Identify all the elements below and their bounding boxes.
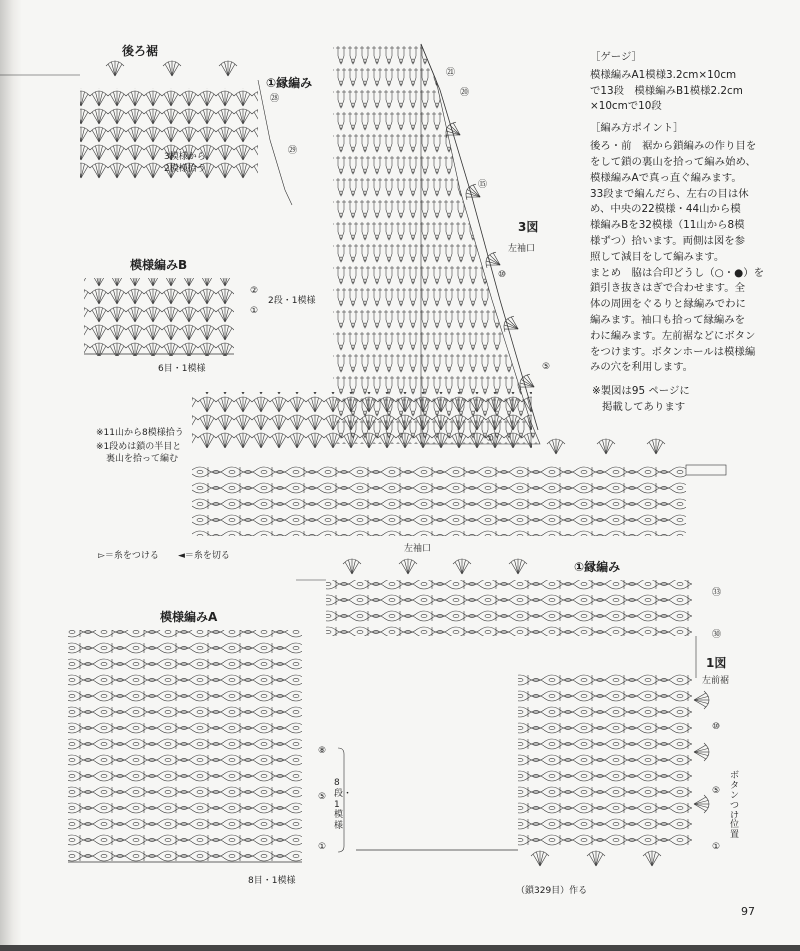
chain-start-label: （鎖329目）作る xyxy=(516,886,588,896)
pattern-b-swatch xyxy=(84,278,234,356)
pattern-b-marker-1: ① xyxy=(250,306,259,316)
page-bottom-edge xyxy=(0,945,800,951)
edging-label-mid: ①縁編み xyxy=(574,560,621,574)
button-position-label: ボタンつけ位置 xyxy=(730,771,740,841)
points-line: をつけます。ボタンホールは模様編 xyxy=(590,345,756,358)
fig3-cuff-lower xyxy=(192,392,532,448)
gauge-line: で13段 模様編みB1模様2.2cm xyxy=(590,84,743,97)
points-line: まとめ 脇は合印どうし（○・●）を xyxy=(590,266,764,279)
left-cuff-mid-label: 左袖口 xyxy=(404,544,432,554)
pattern-a-marker-1: ① xyxy=(318,842,327,852)
pattern-a-rows-label: 8段・1模様 xyxy=(334,778,353,832)
pattern-a-swatch xyxy=(68,630,302,862)
note-first-row-2: 裏山を拾って編む xyxy=(106,454,179,464)
row-marker-back-28: ㉘ xyxy=(270,94,280,104)
fig3-title: 3図 xyxy=(518,220,539,234)
fig1-marker-1: ① xyxy=(712,842,721,852)
fig3-sleeve-column xyxy=(333,44,421,444)
edging-label-top: ①縁編み xyxy=(266,76,313,90)
fig3-marker-20: ⑳ xyxy=(460,88,470,98)
fig3-marker-1: ① xyxy=(486,434,495,444)
fig1-side-fans xyxy=(694,691,709,813)
points-line: 体の周囲をぐるりと縁編みでわに xyxy=(590,298,746,311)
pattern-a-marker-8: ⑧ xyxy=(318,746,327,756)
fig1-marker-5: ⑤ xyxy=(712,786,721,796)
pattern-a-marker-5: ⑤ xyxy=(318,792,327,802)
note-first-row-1: ※1段めは鎖の半目と xyxy=(96,442,182,452)
pattern-b-width-label: 6目・1模様 xyxy=(158,364,206,374)
from-3-pattern-note: 3模様から xyxy=(164,152,206,162)
reference-note-line: 掲載してあります xyxy=(602,401,686,414)
points-line: 後ろ・前 裾から鎖編みの作り目を xyxy=(590,140,757,153)
band-end-marker xyxy=(686,465,726,475)
fig1-bottom-fans xyxy=(531,851,661,866)
left-front-hem-label: 左前裾 xyxy=(702,676,730,686)
points-line: 編みます。袖口も拾って縁編みを xyxy=(590,314,746,326)
points-line: をして鎖の裏山を拾って編み始め、 xyxy=(590,155,756,168)
band-top-fans xyxy=(547,439,665,454)
legend-cut-yarn: ◄＝糸を切る xyxy=(178,551,230,561)
points-line: 様ずつ）拾います。両側は図を参 xyxy=(590,234,746,247)
fig3-marker-5: ⑤ xyxy=(542,362,551,372)
points-header: ［編み方ポイント］ xyxy=(590,122,684,135)
fig3-marker-10: ⑩ xyxy=(498,270,507,280)
left-cuff-band xyxy=(326,580,692,636)
points-line: わに編みます。左前裾などにボタン xyxy=(590,329,756,342)
row-marker-back-29: ㉙ xyxy=(288,146,298,156)
points-line: 33段まで編んだら、左右の目は休 xyxy=(590,187,749,200)
points-line: みの穴を利用します。 xyxy=(590,361,694,374)
points-line: め、中央の22模様・44山から模 xyxy=(590,203,741,216)
legend-attach-yarn: ▻＝糸をつける xyxy=(98,551,159,561)
fig3-marker-21: ㉑ xyxy=(446,68,456,78)
pattern-b-title: 模様編みB xyxy=(130,258,188,272)
pick-2-pattern-note: 2模様拾う xyxy=(164,164,206,174)
back-hem-title: 後ろ裾 xyxy=(122,44,159,58)
gauge-header: ［ゲージ］ xyxy=(590,51,642,63)
fig1-marker-30: ㉚ xyxy=(712,630,722,640)
pattern-a-width-label: 8目・1模様 xyxy=(248,876,296,886)
page-number: 97 xyxy=(741,905,755,918)
left-cuff-top-fans xyxy=(343,559,527,574)
pattern-a-title: 模様編みA xyxy=(160,610,218,624)
pattern-b-rows-label: 2段・1模様 xyxy=(268,296,316,306)
gauge-line: ×10cmで10段 xyxy=(590,100,662,113)
note-11-to-8: ※11山から8模様拾う xyxy=(96,428,184,438)
instructions-panel xyxy=(590,44,768,416)
pattern-b-marker-2: ② xyxy=(250,286,259,296)
fig3-marker-15: ⑮ xyxy=(478,180,488,190)
points-line: 鎖引き抜きはぎで合わせます。全 xyxy=(590,282,746,295)
fig3-left-cuff-label: 左袖口 xyxy=(508,244,536,254)
fig1-left-front xyxy=(518,672,692,848)
fig1-marker-33: ㉝ xyxy=(712,588,722,598)
points-line: 様編みBを32模様（11山から8模 xyxy=(590,219,745,232)
fig1-marker-10: ⑩ xyxy=(712,722,721,732)
points-line: 模様編みAで真っ直ぐ編みます。 xyxy=(590,171,742,184)
back-hem-top-fans xyxy=(106,61,237,76)
gauge-line: 模様編みA1模様3.2cm×10cm xyxy=(590,68,737,81)
body-lattice-band xyxy=(192,464,686,536)
fig1-title: 1図 xyxy=(706,656,727,670)
reference-note-line: ※製図は95 ページに xyxy=(592,385,690,398)
points-line: 照して減目をして編みます。 xyxy=(590,250,725,263)
